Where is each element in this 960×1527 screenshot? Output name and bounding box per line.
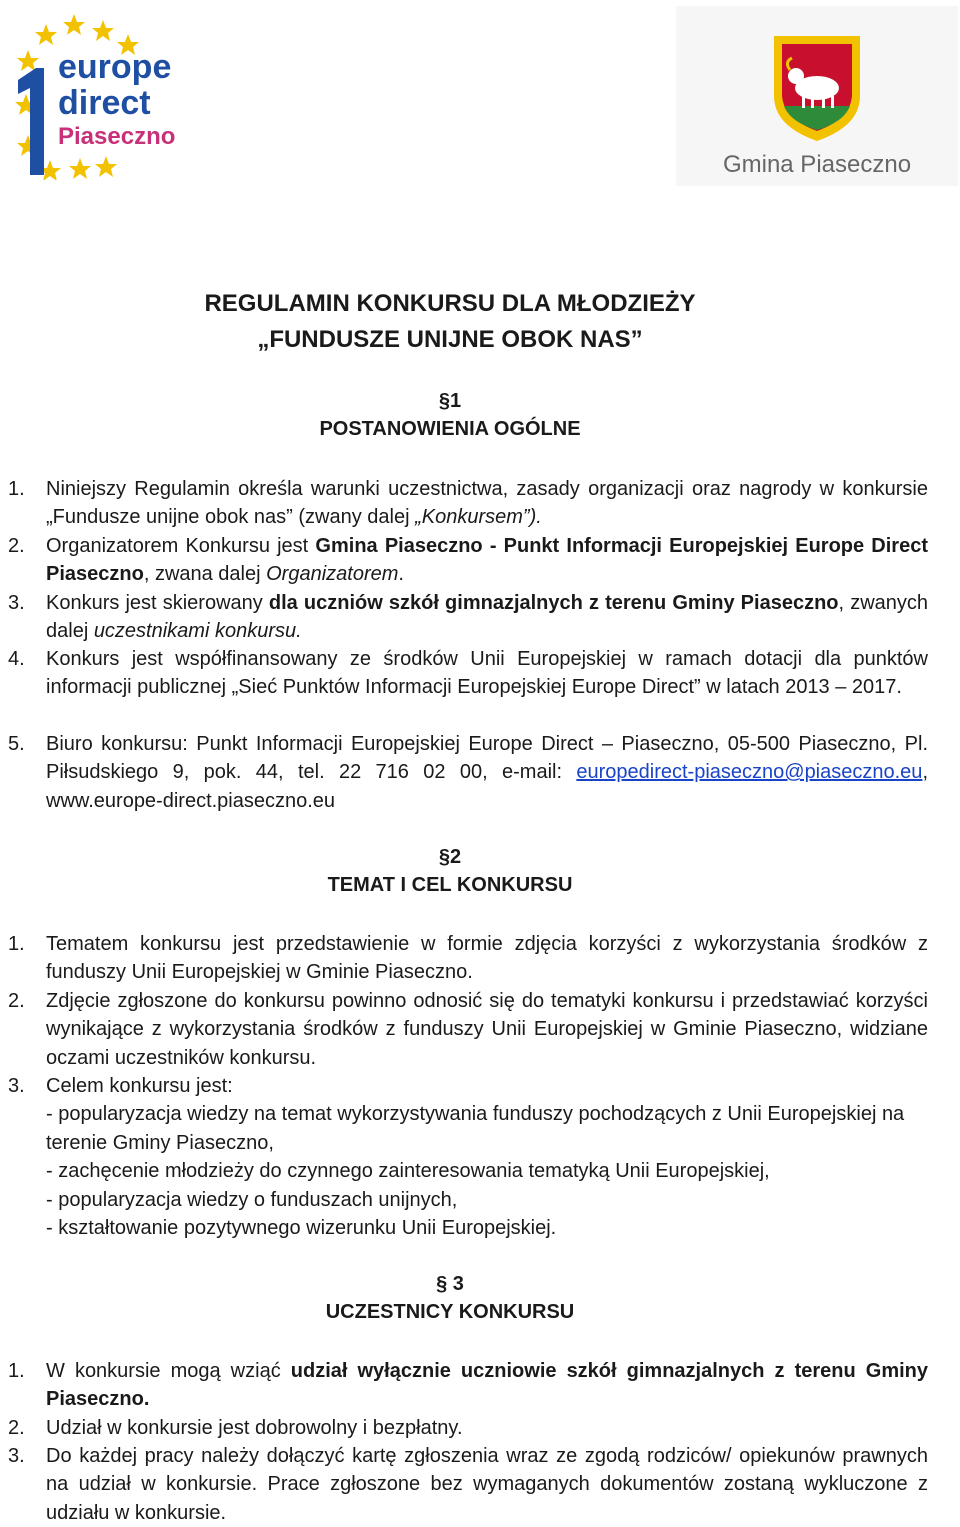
document-title-line2: „FUNDUSZE UNIJNE OBOK NAS”: [257, 326, 643, 353]
item-number: 1.: [8, 933, 25, 955]
number-one-icon: [18, 68, 44, 175]
europe-direct-logo: [8, 10, 198, 180]
item-text: , zwanych dalej: [46, 592, 929, 643]
item-text: Udział w konkursie jest dobrowolny i bezpłatny.: [46, 1417, 463, 1439]
gmina-piaseczno-logo: [676, 6, 958, 186]
item-text-italic: uczestnikami konkursu.: [93, 620, 302, 643]
logo-text-europe: europe: [58, 48, 172, 86]
item-text: Organizatorem Konkursu jest: [46, 535, 316, 557]
section-3-item-1: [8, 1357, 928, 1414]
item-number: 2.: [8, 990, 25, 1012]
item-text: , www.europe-direct.piaseczno.eu: [46, 761, 928, 812]
item-text-italic: „Konkursem”).: [415, 506, 542, 529]
section-1-number: §1: [438, 390, 462, 412]
document-title-line1: REGULAMIN KONKURSU DLA MŁODZIEŻY: [204, 290, 696, 317]
section-2-item-3: [8, 1072, 928, 1242]
goal-bullet: - kształtowanie pozytywnego wizerunku Unii Europejskiej.: [46, 1217, 557, 1240]
item-text: Niniejszy Regulamin określa warunki uczestnictwa, zasady organizacji oraz nagrody w konkursie „Fundusze unijne obok nas” (zwany dalej: [46, 478, 928, 529]
section-3-item-3: [8, 1442, 928, 1527]
section-3-title: UCZESTNICY KONKURSU: [325, 1301, 575, 1323]
logo-text-piaseczno: Piaseczno: [58, 123, 176, 150]
goal-bullet: - popularyzacja wiedzy o funduszach unijnych,: [46, 1188, 458, 1211]
section-3-number: § 3: [436, 1273, 464, 1295]
section-2-title: TEMAT I CEL KONKURSU: [327, 874, 573, 896]
item-text-bold: udział wyłącznie uczniowie szkół gimnazjalnych z terenu Gminy Piaseczno.: [46, 1360, 928, 1411]
item-text: .: [398, 563, 404, 586]
goal-bullet: - zachęcenie młodzieży do czynnego zainteresowania tematyką Unii Europejskiej,: [46, 1160, 770, 1183]
item-text: Zdjęcie zgłoszone do konkursu powinno odnosić się do tematyki konkursu i przedstawiać korzyści wynikające z wykorzystania środków z funduszy Unii Europejskiej w Gminie Piaseczno, widziane oczami uczestników konkursu.: [46, 990, 928, 1069]
section-1-item-3: [8, 589, 928, 646]
item-text-italic: Organizatorem: [266, 563, 399, 586]
section-1-item-5: [8, 730, 928, 815]
item-text: Tematem konkursu jest przedstawienie w formie zdjęcia korzyści z wykorzystania środków z funduszy Unii Europejskiej w Gminie Piaseczno.: [46, 933, 928, 984]
item-text: Celem konkursu jest:: [46, 1075, 233, 1097]
goal-bullet: - popularyzacja wiedzy na temat wykorzystywania funduszy pochodzących z Unii Europejskiej na terenie Gminy Piaseczno,: [46, 1103, 905, 1154]
item-number: 1.: [8, 478, 25, 500]
item-text: , zwana dalej: [143, 563, 267, 586]
section-2-item-2: [8, 987, 928, 1072]
item-text: Biuro konkursu: Punkt Informacji Europejskiej Europe Direct – Piaseczno, 05-500 Piaseczno, Pl. Piłsudskiego 9, pok. 44, tel. 22 716 02 00, e-mail:: [46, 733, 928, 784]
item-text-bold: dla uczniów szkół gimnazjalnych z terenu Gminy Piaseczno: [268, 592, 839, 614]
item-text: Konkurs jest skierowany: [46, 592, 269, 614]
section-1-title: POSTANOWIENIA OGÓLNE: [319, 418, 581, 440]
item-number: 2.: [8, 1417, 25, 1439]
section-2-number: §2: [438, 846, 462, 868]
section-1-item-1: [8, 475, 928, 532]
section-3-item-2: [8, 1414, 928, 1442]
email-link[interactable]: europedirect-piaseczno@piaseczno.eu: [576, 761, 923, 784]
item-text-bold: Gmina Piaseczno - Punkt Informacji Europejskiej Europe Direct Piaseczno: [46, 535, 929, 586]
item-number: 1.: [8, 1360, 25, 1382]
item-number: 2.: [8, 535, 25, 557]
section-2-item-1: [8, 930, 928, 987]
coat-of-arms-icon: [774, 36, 860, 141]
item-number: 3.: [8, 1445, 25, 1467]
logo-text-direct: direct: [58, 84, 151, 122]
item-number: 5.: [8, 733, 25, 755]
logo-text-gmina: Gmina Piaseczno: [722, 151, 912, 178]
item-text: Konkurs jest współfinansowany ze środków Unii Europejskiej w ramach dotacji dla punktów informacji publicznej „Sieć Punktów Informacji Europejskiej Europe Direct” w latach 2013 – 2017.: [46, 648, 928, 699]
item-text: Do każdej pracy należy dołączyć kartę zgłoszenia wraz ze zgodą rodziców/ opiekunów prawnych na udział w konkursie. Prace zgłoszone bez wymaganych dokumentów zostaną wykluczone z udziału w konkursie.: [46, 1445, 928, 1524]
item-text: W konkursie mogą wziąć: [46, 1360, 291, 1382]
section-1-item-2: [8, 532, 928, 589]
section-1-item-4: [8, 645, 928, 702]
item-number: 3.: [8, 1075, 25, 1097]
item-number: 3.: [8, 592, 25, 614]
item-number: 4.: [8, 648, 25, 670]
